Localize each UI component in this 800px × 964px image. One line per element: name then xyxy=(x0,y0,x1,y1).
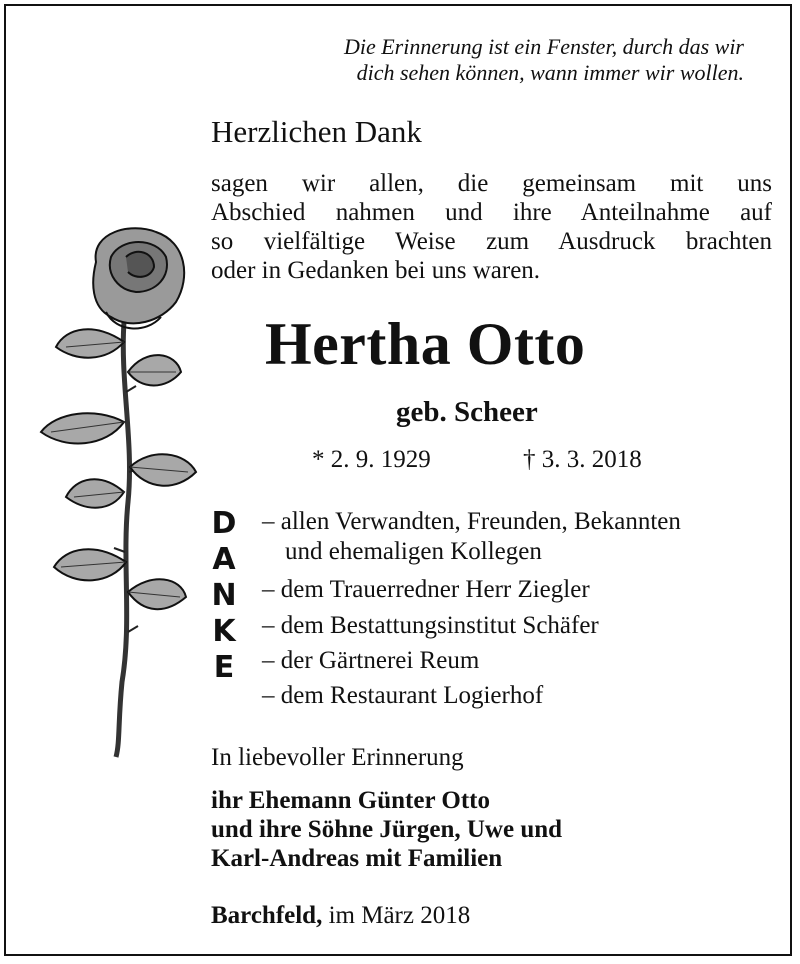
intro-line-2: Abschied nahmen und ihre Anteilnahme auf xyxy=(211,199,772,226)
signatory-line-2: und ihre Söhne Jürgen, Uwe und xyxy=(211,816,563,843)
quote-line-1: Die Erinnerung ist ein Fenster, durch das wir xyxy=(343,34,744,59)
maiden-name: geb. Scheer xyxy=(396,396,538,428)
rose-icon xyxy=(36,222,206,762)
intro-line-3: so vielfältige Weise zum Ausdruck brachten xyxy=(211,228,772,255)
place-name: Barchfeld, xyxy=(211,902,323,929)
danke-letter-n: N xyxy=(211,578,237,613)
date-line: im März 2018 xyxy=(328,902,471,929)
signatory-line-3: Karl-Andreas mit Familien xyxy=(211,845,503,872)
danke-letter-d: D xyxy=(211,506,237,541)
intro-line-1: sagen wir allen, die gemeinsam mit uns xyxy=(211,170,772,197)
danke-letter-k: K xyxy=(212,614,236,649)
danke-letter-a: A xyxy=(212,542,236,577)
thanks-item-3: – dem Bestattungsinstitut Schäfer xyxy=(262,612,599,639)
thanks-item-4: – der Gärtnerei Reum xyxy=(262,647,480,674)
deceased-name: Hertha Otto xyxy=(265,311,586,377)
signatory-line-1: ihr Ehemann Günter Otto xyxy=(211,787,490,814)
intro-line-4: oder in Gedanken bei uns waren. xyxy=(211,257,541,284)
thanks-heading: Herzlichen Dank xyxy=(211,114,422,149)
thanks-item-1-cont: und ehemaligen Kollegen xyxy=(285,538,542,565)
place-date xyxy=(211,902,470,930)
quote-line-2: dich sehen können, wann immer wir wollen. xyxy=(356,60,744,85)
death-date: † 3. 3. 2018 xyxy=(523,446,642,473)
thanks-item-2: – dem Trauerredner Herr Ziegler xyxy=(262,576,590,603)
thanks-item-5: – dem Restaurant Logierhof xyxy=(262,682,544,709)
birth-date: * 2. 9. 1929 xyxy=(312,446,431,473)
thanks-item-1: – allen Verwandten, Freunden, Bekannten xyxy=(262,508,681,535)
closing-line: In liebevoller Erinnerung xyxy=(211,744,464,771)
danke-letter-e: E xyxy=(213,650,235,685)
